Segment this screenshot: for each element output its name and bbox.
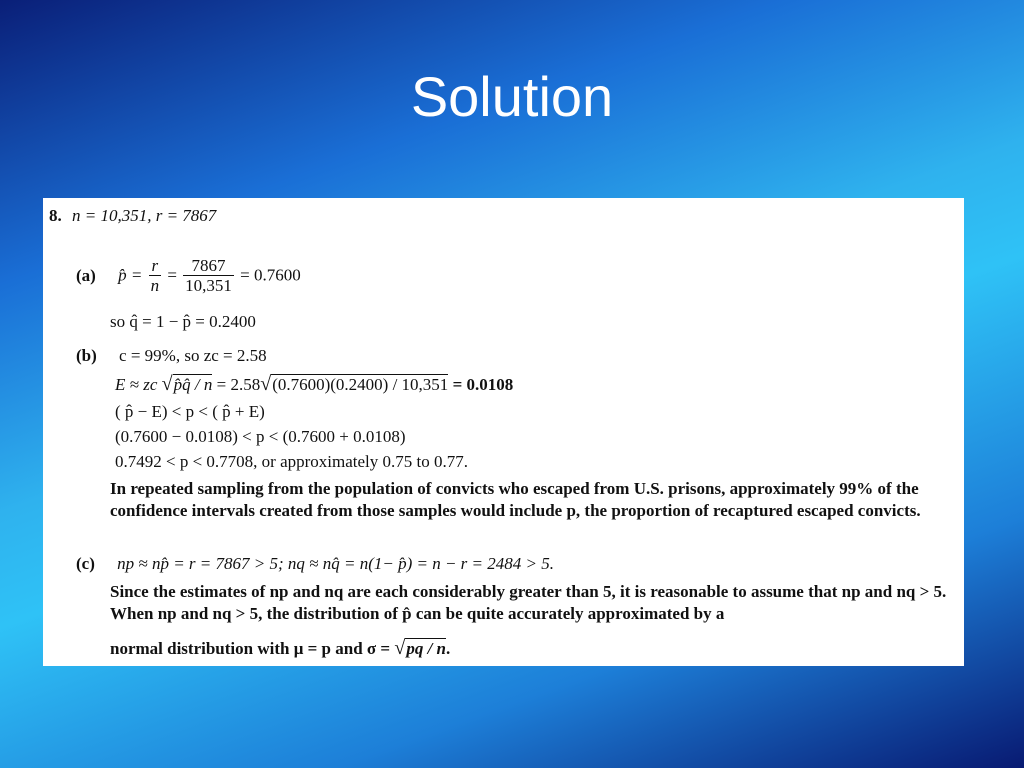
part-a-phat: p̂ = — [118, 265, 143, 285]
part-b-interval-result: 0.7492 < p < 0.7708, or approximately 0.75 to 0.77. — [115, 452, 468, 471]
part-c-estimates: np ≈ np̂ = r = 7867 > 5; nq ≈ nq̂ = n(1− p̂) = n − r = 2484 > 5. — [117, 554, 554, 573]
equals-sign: = — [167, 265, 177, 285]
slide-title: Solution — [410, 65, 614, 128]
margin-formula-mid: = 2.58 — [216, 375, 261, 394]
radicand-2: (0.7600)(0.2400) / 10,351 — [272, 375, 449, 394]
radical-icon: √ — [260, 373, 272, 395]
part-c-explanation: Since the estimates of np and nq are each considerably greater than 5, it is reasonable to assume that np and nq > 5. When np and nq > 5, the distribution of p̂ can be quite accurately approximated by a — [110, 582, 947, 623]
margin-formula-result: = 0.0108 — [452, 375, 514, 394]
part-a-line — [76, 256, 301, 300]
part-b-interpretation: In repeated sampling from the population of convicts who escaped from U.S. prisons, approximately 99% of the confidence intervals created from those samples would include p, the proportion of recaptured escaped convicts. — [110, 479, 921, 520]
fraction-7867-over-10351 — [183, 256, 234, 295]
part-c-line1 — [76, 554, 554, 574]
problem-given: n = 10,351, r = 7867 — [72, 206, 217, 225]
part-b-interval-form: ( p̂ − E) < p < ( p̂ + E) — [115, 402, 265, 421]
part-a-qhat: so q̂ = 1 − p̂ = 0.2400 — [110, 312, 256, 331]
problem-header — [49, 206, 216, 226]
problem-number: 8. — [49, 206, 62, 225]
part-a-result: = 0.7600 — [240, 265, 301, 285]
radicand-1: p̂q̂ / n — [173, 375, 213, 394]
normal-approx-text: normal distribution with μ = p and σ = — [110, 639, 391, 658]
sigma-radicand: pq / n — [406, 639, 447, 658]
part-a-label: (a) — [76, 265, 96, 285]
confidence-level: c = 99%, so zc = 2.58 — [119, 346, 267, 365]
part-b-label: (b) — [76, 346, 97, 365]
radical-icon: √ — [161, 373, 173, 395]
part-c-normal-approx — [110, 638, 450, 659]
part-b-interval-values: (0.7600 − 0.0108) < p < (0.7600 + 0.0108) — [115, 427, 406, 446]
fraction-numerator: 7867 — [183, 256, 234, 276]
radical-icon: √ — [394, 637, 406, 659]
fraction-r-over-n — [149, 256, 162, 295]
part-b-margin-of-error — [115, 374, 513, 395]
margin-formula-lhs: E ≈ zc — [115, 375, 158, 394]
part-b-line1 — [76, 346, 267, 366]
fraction-denominator: 10,351 — [185, 276, 232, 295]
fraction-numerator: r — [149, 256, 162, 276]
part-c-label: (c) — [76, 554, 95, 573]
fraction-denominator: n — [150, 276, 160, 295]
solution-panel — [43, 198, 964, 666]
sentence-period: . — [446, 639, 451, 658]
